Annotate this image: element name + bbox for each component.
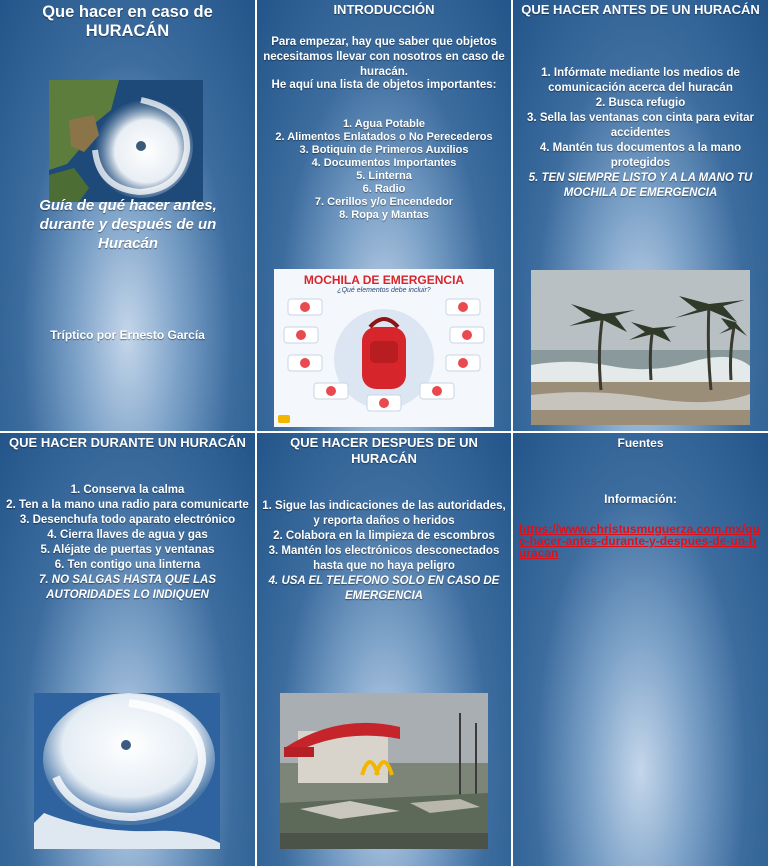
during-heading: QUE HACER DURANTE UN HURACÁN	[9, 435, 246, 450]
cover-subtitle: Guía de qué hacer antes, durante y después de un Huracán	[39, 197, 217, 252]
intro-list	[261, 118, 507, 222]
list-item: 5. Linterna	[356, 170, 412, 182]
sources-heading: Fuentes	[617, 436, 664, 450]
list-item: 3. Mantén los electrónicos desconectados hasta que no haya peligro	[268, 545, 500, 572]
list-item: 4. USA EL TELEFONO SOLO EN CASO DE EMERGENCIA	[268, 575, 500, 602]
poster-title: MOCHILA DE EMERGENCIA	[303, 273, 465, 287]
intro-paragraph: Para empezar, hay que saber que objetos necesitamos llevar con nosotros en caso de huracán.	[263, 36, 505, 78]
list-item: 3. Sella las ventanas con cinta para evitar accidentes	[527, 112, 754, 139]
list-item: 2. Busca refugio	[595, 97, 686, 109]
list-item: 3. Desenchufa todo aparato electrónico	[19, 514, 236, 526]
source-link[interactable]: https://www.christusmuguerza.com.mx/que-hacer-antes-durante-y-despues-de-un-huracan	[519, 522, 760, 560]
list-item: 7. Cerillos y/o Encendedor	[314, 196, 454, 208]
list-item: 4. Mantén tus documentos a la mano protegidos	[539, 142, 742, 169]
hurricane-storm-photo	[34, 693, 220, 849]
list-item: 6. Radio	[362, 183, 406, 195]
list-item: 5. TEN SIEMPRE LISTO Y A LA MANO TU MOCHILA DE EMERGENCIA	[528, 172, 753, 199]
poster-subtitle: ¿Qué elementos debe incluir?	[337, 287, 431, 294]
intro-paragraph-2: He aquí una lista de objetos importantes:	[271, 79, 497, 91]
list-item: 5. Aléjate de puertas y ventanas	[40, 544, 215, 556]
before-heading: QUE HACER ANTES DE UN HURACÁN	[521, 2, 760, 17]
after-panel	[257, 433, 511, 866]
list-item: 4. Cierra llaves de agua y gas	[47, 529, 208, 541]
before-list	[519, 66, 762, 201]
list-item: 7. NO SALGAS HASTA QUE LAS AUTORIDADES LO INDIQUEN	[39, 574, 216, 601]
damaged-building-photo	[280, 693, 488, 849]
intro-panel	[257, 0, 511, 431]
list-item: 1. Infórmate mediante los medios de comunicación acerca del huracán	[541, 67, 740, 94]
cover-author: Tríptico por Ernesto García	[50, 328, 205, 342]
sources-panel	[513, 433, 768, 866]
list-item: 2. Alimentos Enlatados o No Perecederos	[275, 131, 493, 143]
intro-heading: INTRODUCCIÓN	[333, 2, 435, 17]
emergency-backpack-poster	[274, 269, 494, 427]
list-item: 2. Ten a la mano una radio para comunicarte	[6, 499, 249, 511]
after-list	[261, 499, 507, 604]
before-panel	[513, 0, 768, 431]
sources-label: Información:	[604, 492, 677, 506]
list-item: 2. Colabora en la limpieza de escombros	[273, 530, 495, 542]
during-list	[4, 483, 251, 603]
hurricane-palms-photo	[531, 270, 750, 425]
list-item: 1. Conserva la calma	[70, 484, 185, 496]
after-heading: QUE HACER DESPUES DE UN HURACÁN	[290, 435, 478, 466]
list-item: 1. Agua Potable	[342, 118, 426, 130]
list-item: 4. Documentos Importantes	[311, 157, 457, 169]
list-item: 8. Ropa y Mantas	[339, 209, 429, 221]
cover-panel	[0, 0, 255, 431]
list-item: 6. Ten contigo una linterna	[54, 559, 201, 571]
during-panel	[0, 433, 255, 866]
list-item: 1. Sigue las indicaciones de las autoridades, y reporta daños o heridos	[262, 500, 506, 527]
hurricane-satellite-image	[49, 80, 203, 202]
list-item: 3. Botiquín de Primeros Auxilios	[299, 144, 469, 156]
cover-title: Que hacer en caso de HURACÁN	[42, 3, 213, 40]
